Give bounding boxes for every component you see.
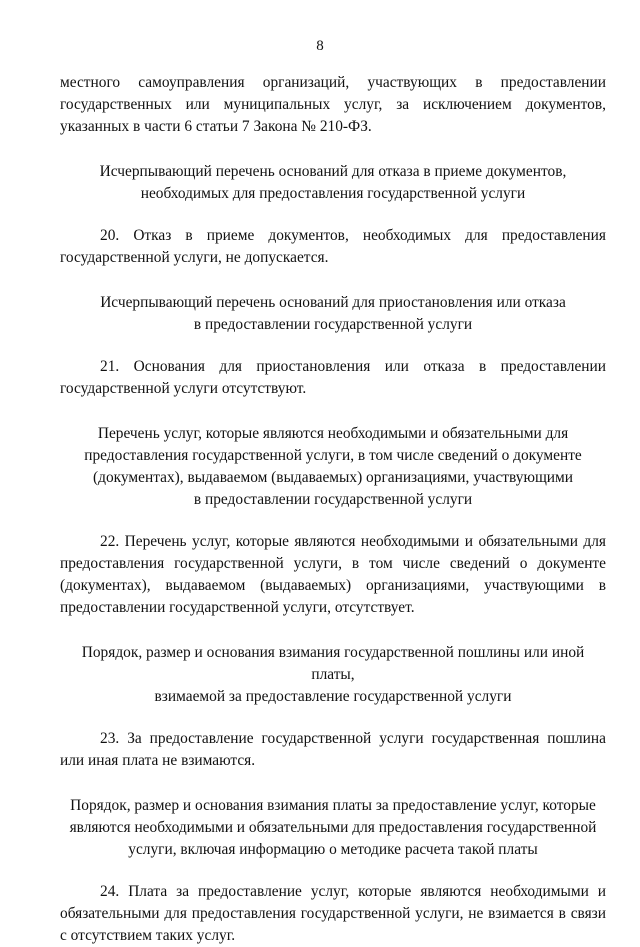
- intro-paragraph: местного самоуправления организаций, участвующих в предоставлении государственных или муниципальных услуг, за исключением документов, указанных в части 6 статьи 7 Закона № 210-ФЗ.: [60, 74, 606, 135]
- paragraph-22: 22. Перечень услуг, которые являются необходимыми и обязательными для предоставления государственной услуги, в том числе сведений о документе (документах), выдаваемом (выдаваемых) организациями, участвующими в предоставлении государственной услуги, отсутствует.: [60, 533, 606, 616]
- paragraph-20: 20. Отказ в приеме документов, необходимых для предоставления государственной услуги, не допускается.: [60, 227, 606, 266]
- heading-line: Перечень услуг, которые являются необходимыми и обязательными для: [97, 425, 569, 442]
- paragraph-21: 21. Основания для приостановления или отказа в предоставлении государственной услуги отсутствуют.: [60, 358, 606, 397]
- document-body: [60, 72, 606, 947]
- section-heading-20: [60, 161, 606, 205]
- heading-line: Порядок, размер и основания взимания платы за предоставление услуг, которые: [70, 797, 596, 814]
- heading-line: являются необходимыми и обязательными для предоставления государственной: [69, 819, 597, 836]
- heading-line: необходимых для предоставления государственной услуги: [140, 185, 526, 202]
- page-number: 8: [316, 38, 324, 54]
- section-heading-24: [60, 795, 606, 861]
- heading-line: Порядок, размер и основания взимания государственной пошлины или иной платы,: [81, 644, 585, 683]
- heading-line: предоставления государственной услуги, в том числе сведений о документе: [84, 447, 582, 464]
- section-heading-22: [60, 423, 606, 511]
- heading-line: взимаемой за предоставление государственной услуги: [154, 688, 512, 705]
- paragraph-24: 24. Плата за предоставление услуг, которые являются необходимыми и обязательными для предоставления государственной услуги, не взимается в связи с отсутствием таких услуг.: [60, 883, 606, 944]
- section-heading-23: [60, 642, 606, 708]
- heading-line: услуги, включая информацию о методике расчета такой платы: [128, 841, 538, 858]
- heading-line: в предоставлении государственной услуги: [193, 491, 473, 508]
- section-heading-21: [60, 292, 606, 336]
- paragraph-23: 23. За предоставление государственной услуги государственная пошлина или иная плата не взимаются.: [60, 730, 606, 769]
- heading-line: Исчерпывающий перечень оснований для приостановления или отказа: [100, 294, 566, 311]
- heading-line: Исчерпывающий перечень оснований для отказа в приеме документов,: [99, 163, 567, 180]
- heading-line: (документах), выдаваемом (выдаваемых) организациями, участвующими: [92, 469, 574, 486]
- heading-line: в предоставлении государственной услуги: [193, 316, 473, 333]
